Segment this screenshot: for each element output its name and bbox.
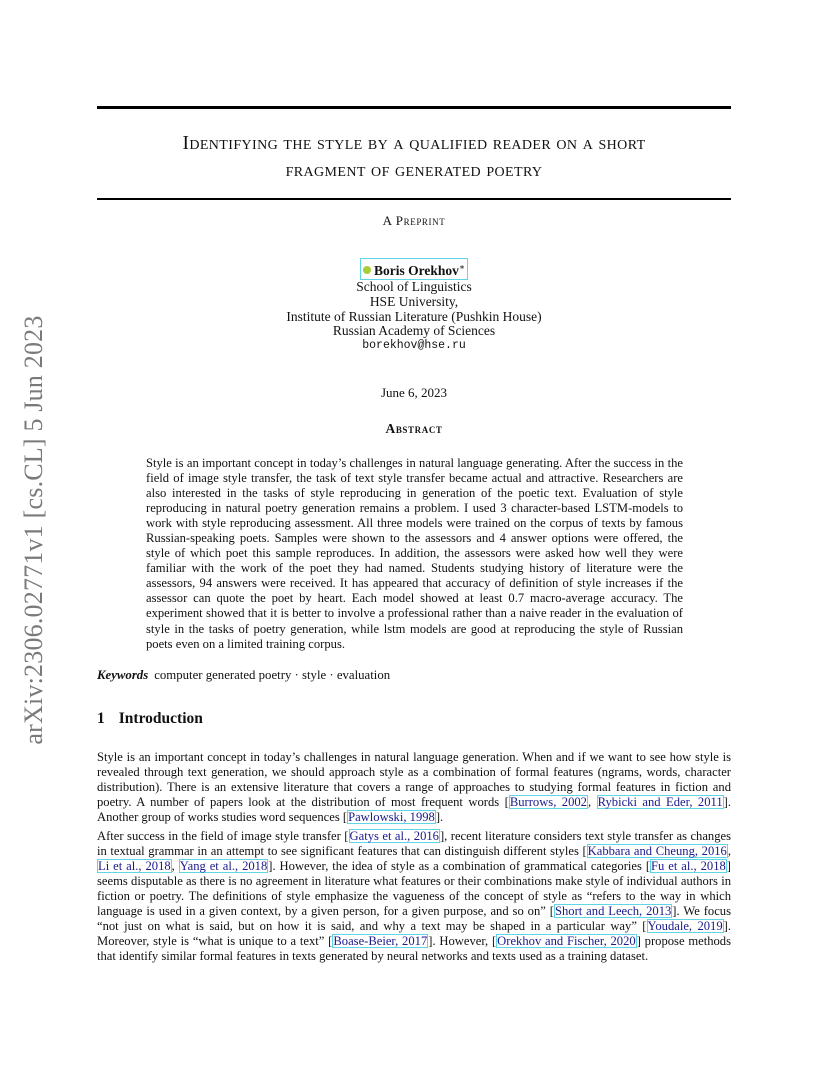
citation-link[interactable]: Gatys et al., 2016	[349, 829, 439, 843]
paragraph-text: ,	[171, 859, 179, 874]
paragraph-text: ].	[435, 810, 444, 825]
affiliation-line: HSE University,	[369, 293, 459, 309]
intro-paragraph-2	[97, 829, 731, 964]
title-line-1: Identifying the style by a qualified reader on a short	[182, 133, 646, 154]
paper-date: June 6, 2023	[380, 385, 448, 400]
paragraph-text: ], recent literature considers text style transfer as changes in textual grammar in an attempt to see significant features that can distinguish different styles [	[97, 829, 732, 859]
citation-link[interactable]: Kabbara and Cheung, 2016	[587, 844, 727, 859]
citation-link[interactable]: Yang et al., 2018	[179, 859, 268, 874]
paragraph-text: Style is an important concept in today’s challenges in natural language generation. When and if we want to see how style is revealed through text generation, we should approach style as a combination of formal features (ngrams, words, character distribution). There is an extensive literature that covers a range of approaches to studying formal features in fiction and poetry. A number of papers look at the distribution of most frequent words [	[97, 750, 731, 810]
citation-link[interactable]: Fu et al., 2018	[651, 859, 726, 874]
section-title: Introduction	[118, 710, 203, 727]
paragraph-text: ]. Moreover, style is “what is unique to a text” [	[97, 919, 731, 949]
paragraph-text: ,	[727, 844, 731, 859]
paragraph-text: ] propose methods that identify similar formal features in texts generated by neural networks and texts used as a training dataset.	[97, 934, 732, 964]
paragraph-text: After success in the field of image style transfer [	[97, 829, 349, 843]
abstract-heading: Abstract	[385, 421, 443, 436]
paragraph-text: ]. However, [	[428, 934, 497, 949]
paragraph-text: ] seems disputable as there is no agreement in literature what features or their combinations make style of individual authors in fiction or poetry. The definitions of style emphasize the vagueness of the concept of style as “refers to the way in which language is used in a given context, by a given person, for a given purpose, and so on” [	[97, 859, 731, 919]
section-heading	[97, 710, 203, 728]
section-number: 1	[97, 710, 105, 727]
citation-link[interactable]: Short and Leech, 2013	[554, 904, 672, 919]
citation-link[interactable]: Li et al., 2018	[98, 859, 171, 874]
citation-link[interactable]: Orekhov and Fischer, 2020	[497, 934, 636, 949]
title-top-rule	[97, 106, 731, 109]
keywords-text: computer generated poetry · style · evaluation	[154, 668, 391, 682]
keywords-label: Keywords	[97, 668, 149, 682]
orcid-icon[interactable]	[363, 266, 371, 274]
title-line-2: fragment of generated poetry	[285, 160, 543, 181]
author-email: borekhov@hse.ru	[362, 339, 466, 353]
preprint-label: A Preprint	[382, 213, 446, 228]
arxiv-side-identifier	[8, 300, 60, 760]
affiliation-line: Institute of Russian Literature (Pushkin House)	[286, 308, 542, 324]
citation-link[interactable]: Youdale, 2019	[647, 919, 723, 934]
paragraph-text: ,	[587, 795, 597, 810]
affiliation-line: Russian Academy of Sciences	[332, 323, 496, 339]
affiliation-line: School of Linguistics	[356, 279, 472, 294]
citation-link[interactable]: Rybicki and Eder, 2011	[597, 795, 723, 810]
author-name: Boris Orekhov	[373, 263, 459, 278]
paragraph-text: ]. Another group of works studies word sequences [	[97, 795, 731, 825]
intro-paragraph-1	[97, 750, 731, 825]
arxiv-id-text: arXiv:2306.02771v1 [cs.CL] 5 Jun 2023	[19, 315, 48, 745]
citation-link[interactable]: Boase-Beier, 2017	[333, 934, 428, 949]
paragraph-text: ]. However, the idea of style as a combination of grammatical categories [	[268, 859, 651, 874]
abstract-text: Style is an important concept in today’s challenges in natural language generating. After the success in the field of image style transfer, the task of text style transfer became actual and attractive. Researchers are also interested in the tasks of style reproducing in generation of the poetic text. Evaluation of style reproducing in natural poetry generation remains a problem. I used 3 character-based LSTM-models to work with style reproducing assessment. All three models were trained on the corpus of texts by famous Russian-speaking poets. Samples were shown to the assessors and 4 answer options were offered, the style of which poet this sample reproduces. In addition, the assessors were asked how well they were familiar with the work of the poet they had named. Students studying history of literature were the assessors, 94 answers were received. It has appeared that accuracy of definition of style increases if the assessor can quote the poet by heart. Each model showed at least 0.7 macro-average accuracy. The experiment showed that it is better to involve a professional rather than a naive reader in the evaluation of style in the tasks of poetry generation, while lstm models are good at reproducing the style of Russian poets even on a limited training corpus.	[146, 456, 683, 651]
citation-link[interactable]: Burrows, 2002	[509, 795, 587, 810]
paper-title	[97, 130, 731, 184]
author-name-link[interactable]	[360, 258, 468, 280]
author-block	[97, 258, 731, 354]
title-bottom-rule	[97, 198, 731, 200]
paragraph-text: ]. We focus “not just on what is said, but on how it is said, and why a text may be shaped in a particular way” [	[97, 904, 731, 934]
footnote-marker[interactable]: ∗	[458, 262, 465, 272]
citation-link[interactable]: Pawlowski, 1998	[348, 810, 435, 825]
keywords-line	[97, 668, 731, 683]
